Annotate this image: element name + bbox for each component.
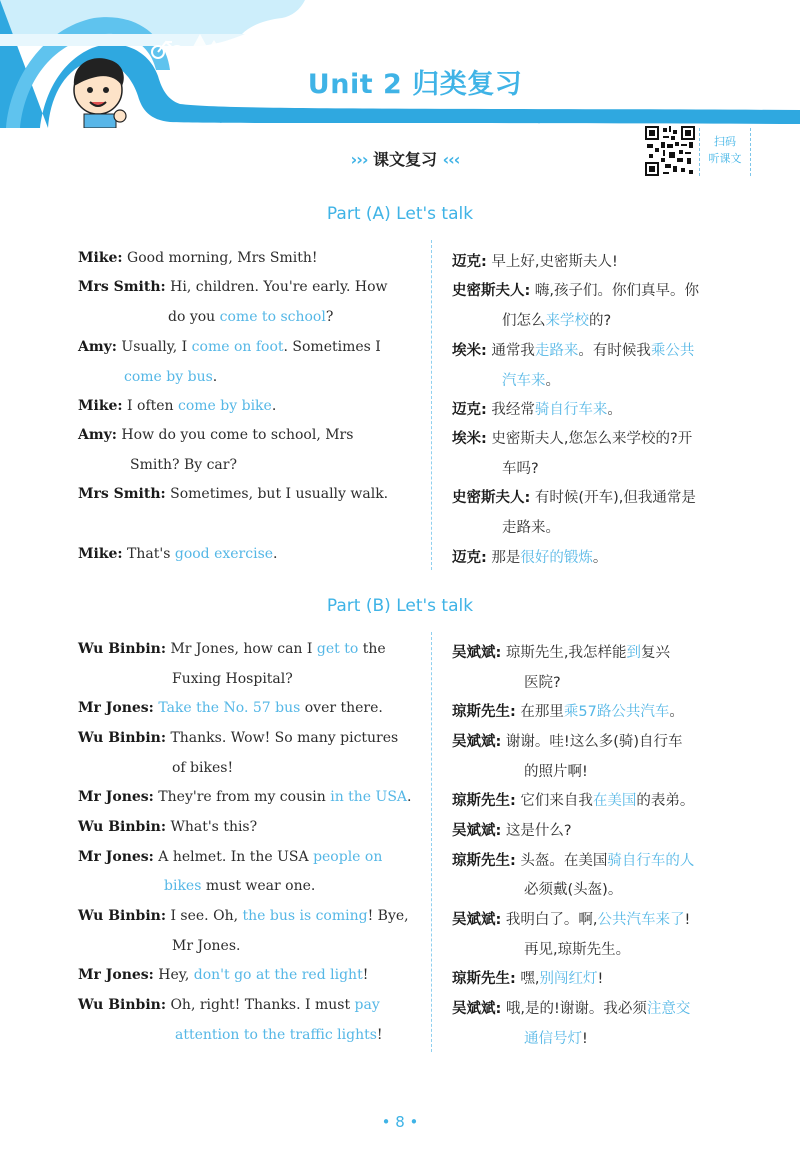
dialogue-text: 。	[545, 373, 560, 389]
dialogue-line	[172, 760, 233, 776]
dialogue-line	[78, 398, 276, 414]
speaker-name: Mike:	[78, 250, 123, 266]
dialogue-text: 谢谢。哇!这么多(骑)自行车	[501, 734, 683, 750]
speaker-name: 吴斌斌:	[452, 734, 502, 750]
dialogue-text: I often	[122, 398, 179, 414]
part-a-divider	[431, 240, 432, 570]
highlighted-phrase: the bus is coming	[242, 908, 368, 924]
speaker-name: 史密斯夫人:	[452, 490, 531, 506]
section-arrows-right: ‹‹‹	[442, 150, 460, 169]
dialogue-text: 琼斯先生,我怎样能	[501, 645, 627, 661]
speaker-name: 史密斯夫人:	[452, 283, 531, 299]
dialogue-line	[452, 427, 692, 448]
highlighted-phrase: 乘公共	[650, 343, 695, 359]
dialogue-text: over there.	[300, 700, 383, 716]
page-number: • 8 •	[381, 1113, 419, 1131]
dialogue-line	[78, 641, 386, 657]
dialogue-text: 通常我	[486, 343, 535, 359]
dialogue-line	[124, 369, 217, 385]
dialogue-text: How do you come to school, Mrs	[116, 427, 354, 443]
qr-label	[699, 128, 751, 176]
dialogue-text: . Sometimes I	[283, 339, 381, 355]
highlighted-phrase: 公共汽车来了	[597, 912, 685, 928]
speaker-name: 迈克:	[452, 402, 487, 418]
dialogue-text: 必须戴(头盔)。	[524, 882, 623, 898]
dialogue-text: 嗨,孩子们。你们真早。你	[530, 283, 700, 299]
dialogue-text: do you	[168, 309, 220, 325]
boy-mascot-icon	[74, 58, 126, 128]
dialogue-line	[78, 819, 257, 835]
dialogue-line	[452, 819, 572, 840]
speaker-name: Wu Binbin:	[78, 908, 166, 924]
dialogue-text: !	[597, 971, 604, 987]
dialogue-text: 我经常	[486, 402, 535, 418]
dialogue-line	[452, 398, 622, 419]
speaker-name: Mr Jones:	[78, 967, 154, 983]
dialogue-text: What's this?	[166, 819, 258, 835]
qr-code-icon	[645, 126, 695, 176]
dialogue-text: 它们来自我	[515, 793, 593, 809]
dialogue-line	[502, 369, 560, 390]
dialogue-line	[452, 908, 690, 929]
dialogue-text: They're from my cousin	[153, 789, 331, 805]
speaker-name: Mr Jones:	[78, 700, 154, 716]
qr-label-line2: 听课文	[708, 152, 742, 165]
dialogue-line	[452, 641, 670, 662]
dialogue-text: 的照片啊!	[524, 764, 588, 780]
dialogue-text: 那是	[486, 550, 521, 566]
dialogue-text: That's	[122, 546, 175, 562]
dialogue-text: 我明白了。啊,	[501, 912, 598, 928]
highlighted-phrase: Take the No. 57 bus	[158, 700, 301, 716]
speaker-name: 迈克:	[452, 254, 487, 270]
highlighted-phrase: come to school	[219, 309, 326, 325]
dialogue-text: 们怎么	[502, 313, 546, 329]
dialogue-text: Mr Jones, how can I	[166, 641, 317, 657]
dialogue-text: Hi, children. You're early. How	[165, 279, 388, 295]
dialogue-text: .	[407, 789, 412, 805]
speaker-name: Mr Jones:	[78, 789, 154, 805]
speaker-name: Amy:	[78, 339, 117, 355]
dialogue-text: must wear one.	[201, 878, 316, 894]
dialogue-line	[175, 1027, 383, 1043]
speaker-name: Mike:	[78, 546, 123, 562]
dialogue-text: Smith? By car?	[130, 457, 237, 473]
highlighted-phrase: 很好的锻炼	[520, 550, 593, 566]
speaker-name: Wu Binbin:	[78, 819, 166, 835]
dialogue-line	[78, 730, 398, 746]
dialogue-line	[524, 878, 622, 899]
highlighted-phrase: bikes	[164, 878, 202, 894]
highlighted-phrase: 在美国	[592, 793, 637, 809]
dialogue-text: .	[273, 546, 278, 562]
dialogue-line	[502, 516, 560, 537]
highlighted-phrase: pay	[354, 997, 380, 1013]
dialogue-line	[452, 486, 696, 507]
dialogue-line	[172, 671, 293, 687]
speaker-name: Mr Jones:	[78, 849, 154, 865]
section-arrows-left: ›››	[350, 150, 368, 169]
dialogue-line	[452, 339, 694, 360]
speaker-name: 埃米:	[452, 431, 487, 447]
dialogue-line	[524, 760, 588, 781]
dialogue-line	[78, 250, 318, 266]
highlighted-phrase: 别闯红灯	[539, 971, 598, 987]
speaker-name: 吴斌斌:	[452, 645, 502, 661]
speaker-name: 琼斯先生:	[452, 704, 516, 720]
part-b-title: Part (B) Let's talk	[326, 596, 474, 616]
speaker-name: 琼斯先生:	[452, 853, 516, 869]
highlighted-phrase: 来学校	[545, 313, 589, 329]
dialogue-text: Oh, right! Thanks. I must	[166, 997, 355, 1013]
dialogue-text: Mr Jones.	[172, 938, 241, 954]
dialogue-line	[78, 700, 383, 716]
speaker-name: Wu Binbin:	[78, 997, 166, 1013]
speaker-name: 吴斌斌:	[452, 823, 502, 839]
speaker-name: Mike:	[78, 398, 123, 414]
dialogue-text: Good morning, Mrs Smith!	[122, 250, 318, 266]
dialogue-text: !	[684, 912, 691, 928]
speaker-name: 琼斯先生:	[452, 971, 516, 987]
qr-label-line1: 扫码	[714, 135, 736, 148]
dialogue-text: ! Bye,	[367, 908, 409, 924]
dialogue-text: .	[212, 369, 218, 385]
dialogue-text: 史密斯夫人,您怎么来学校的?开	[486, 431, 693, 447]
dialogue-text: of bikes!	[172, 760, 234, 776]
highlighted-phrase: 到	[626, 645, 642, 661]
dialogue-line	[524, 671, 561, 692]
dialogue-text: Thanks. Wow! So many pictures	[166, 730, 399, 746]
dialogue-line	[502, 457, 539, 478]
part-b-divider	[431, 632, 432, 1052]
dialogue-line	[502, 309, 611, 330]
dialogue-text: 。	[607, 402, 622, 418]
section-title-text: 课文复习	[372, 150, 437, 169]
dialogue-text: 走路来。	[502, 520, 560, 536]
dialogue-line	[78, 339, 381, 355]
dialogue-text: 。	[592, 550, 608, 566]
highlighted-phrase: 通信号灯	[524, 1031, 582, 1047]
dialogue-text: 的表弟。	[636, 793, 695, 809]
highlighted-phrase: come by bus	[124, 369, 213, 385]
dialogue-text: 在那里	[515, 704, 564, 720]
dialogue-line	[452, 997, 690, 1018]
dialogue-line	[78, 908, 409, 924]
speaker-name: 迈克:	[452, 550, 487, 566]
section-title	[310, 147, 500, 170]
dialogue-text: !	[582, 1031, 588, 1047]
dialogue-line	[452, 250, 618, 271]
part-a-title: Part (A) Let's talk	[326, 204, 474, 224]
dialogue-text: ?	[325, 309, 334, 325]
highlighted-phrase: come by bike	[178, 398, 272, 414]
dialogue-text: 嘿,	[515, 971, 540, 987]
dialogue-line	[452, 789, 694, 810]
dialogue-line	[78, 997, 380, 1013]
dialogue-text: 。	[669, 704, 684, 720]
highlighted-phrase: 乘57路公共汽车	[563, 704, 670, 720]
dialogue-line	[168, 309, 333, 325]
dialogue-line	[78, 279, 388, 295]
dialogue-text: Usually, I	[116, 339, 192, 355]
dialogue-line	[130, 457, 237, 473]
dialogue-text: the	[358, 641, 386, 657]
highlighted-phrase: get to	[316, 641, 359, 657]
dialogue-text: 的?	[589, 313, 612, 329]
dialogue-text: 复兴	[641, 645, 671, 661]
speaker-name: Mrs Smith:	[78, 279, 166, 295]
dialogue-line	[164, 878, 315, 894]
dialogue-line	[78, 789, 412, 805]
speaker-name: 琼斯先生:	[452, 793, 516, 809]
highlighted-phrase: come on foot	[191, 339, 284, 355]
highlighted-phrase: 骑自行车的人	[607, 853, 695, 869]
highlighted-phrase: in the USA	[330, 789, 408, 805]
dialogue-text: 哦,是的!谢谢。我必须	[501, 1001, 647, 1017]
dialogue-text: .	[271, 398, 277, 414]
dialogue-text: 这是什么?	[501, 823, 572, 839]
dialogue-line	[78, 427, 353, 443]
dialogue-line	[452, 546, 607, 567]
dialogue-line	[78, 967, 368, 983]
dialogue-text: Hey,	[153, 967, 194, 983]
dialogue-text: 再见,琼斯先生。	[524, 942, 631, 958]
highlighted-phrase: attention to the traffic lights	[175, 1027, 377, 1043]
dialogue-text: I see. Oh,	[166, 908, 243, 924]
page-title: Unit 2 归类复习	[307, 69, 523, 100]
dialogue-line	[78, 849, 382, 865]
dialogue-line	[172, 938, 240, 954]
speaker-name: Amy:	[78, 427, 117, 443]
dialogue-line	[452, 700, 684, 721]
dialogue-line	[78, 486, 388, 502]
dialogue-text: A helmet. In the USA	[153, 849, 314, 865]
speaker-name: Wu Binbin:	[78, 641, 166, 657]
dialogue-text: Sometimes, but I usually walk.	[165, 486, 389, 502]
dialogue-text: 有时候(开车),但我通常是	[530, 490, 696, 506]
dialogue-line	[452, 730, 683, 751]
dialogue-text: 。有时候我	[578, 343, 651, 359]
speaker-name: Mrs Smith:	[78, 486, 166, 502]
dialogue-text: Fuxing Hospital?	[172, 671, 293, 687]
dialogue-line	[452, 279, 699, 300]
dialogue-text: 头盔。在美国	[515, 853, 608, 869]
highlighted-phrase: 走路来	[534, 343, 579, 359]
dialogue-text: !	[362, 967, 369, 983]
highlighted-phrase: good exercise	[174, 546, 274, 562]
highlighted-phrase: don't go at the red light	[193, 967, 363, 983]
dialogue-line	[452, 849, 694, 870]
highlighted-phrase: 注意交	[646, 1001, 691, 1017]
highlighted-phrase: 骑自行车来	[534, 402, 608, 418]
highlighted-phrase: people on	[313, 849, 383, 865]
dialogue-line	[524, 1027, 588, 1048]
speaker-name: 埃米:	[452, 343, 487, 359]
dialogue-line	[452, 967, 603, 988]
dialogue-text: 早上好,史密斯夫人!	[486, 254, 618, 270]
dialogue-text: !	[376, 1027, 383, 1043]
dialogue-line	[524, 938, 630, 959]
dialogue-text: 医院?	[524, 675, 561, 691]
dialogue-text: 车吗?	[502, 461, 539, 477]
speaker-name: Wu Binbin:	[78, 730, 166, 746]
dialogue-line	[78, 546, 278, 562]
speaker-name: 吴斌斌:	[452, 912, 502, 928]
speaker-name: 吴斌斌:	[452, 1001, 502, 1017]
highlighted-phrase: 汽车来	[502, 373, 546, 389]
